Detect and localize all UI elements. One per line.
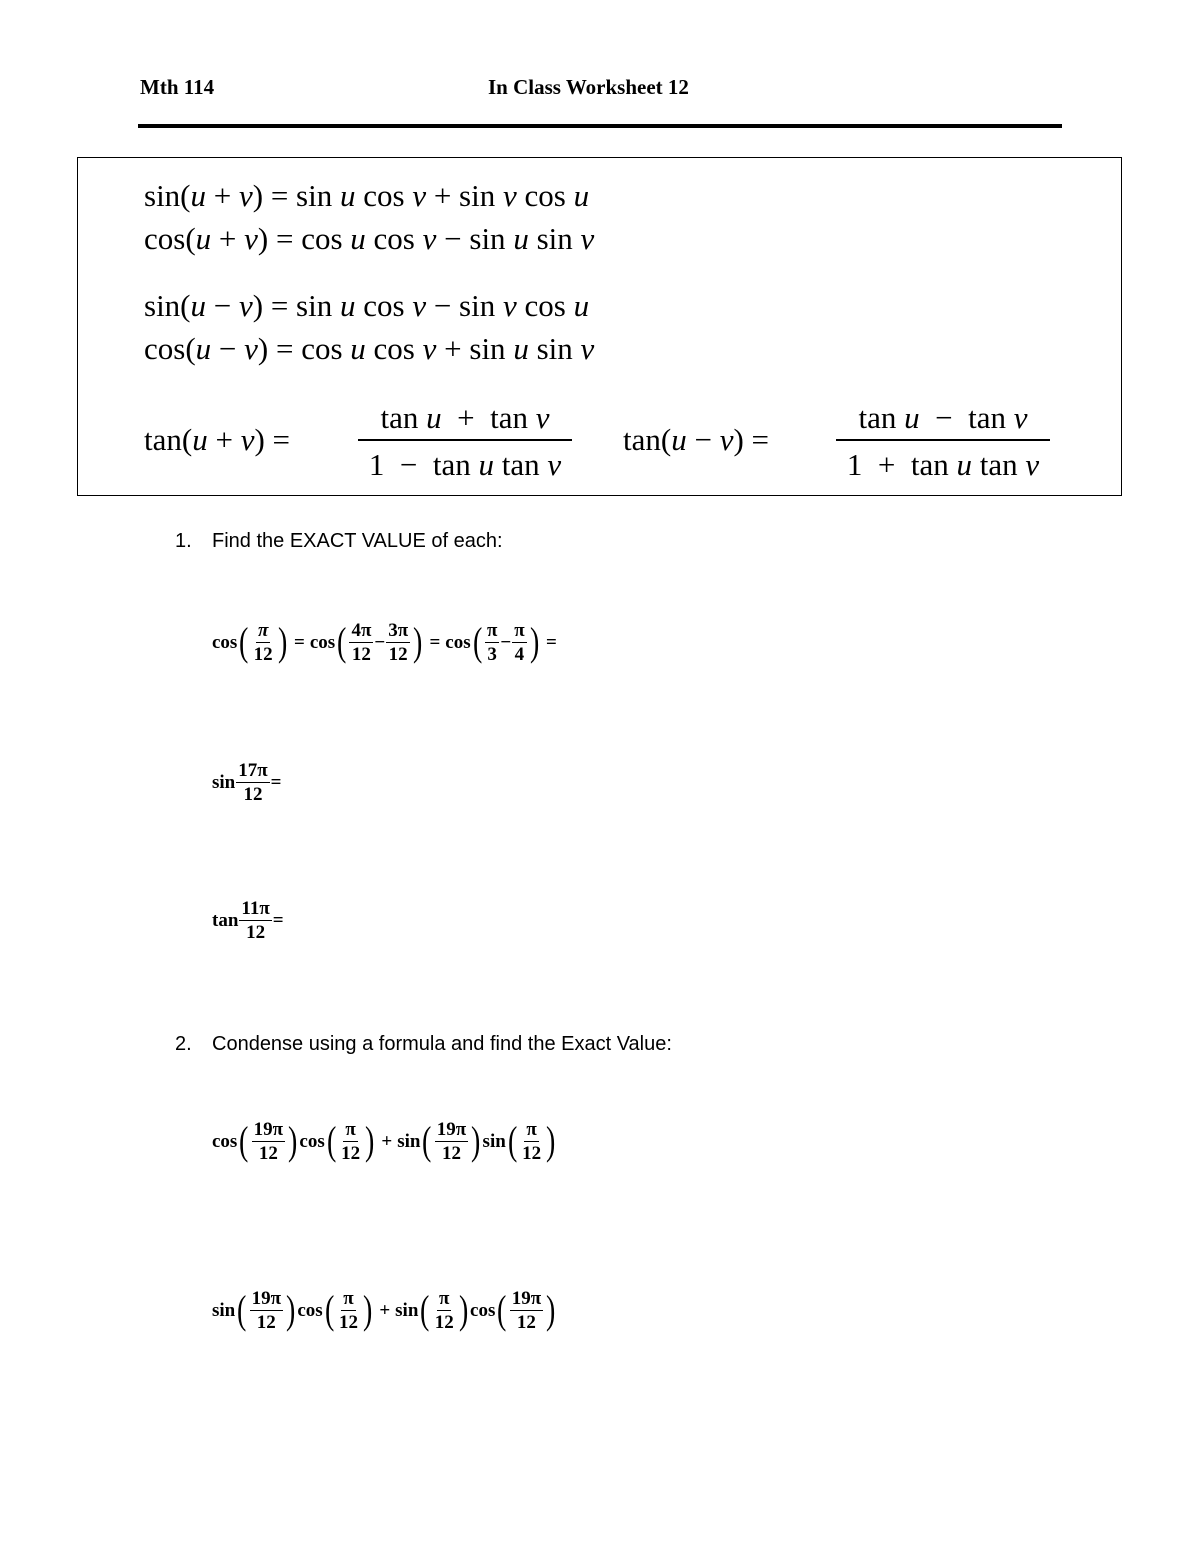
question-2-text: Condense using a formula and find the Exact Value: (212, 1033, 672, 1055)
tan-diff-denominator: 1 + tan u tan v (846, 447, 1040, 482)
paren-group: ( π 3 − $\frac{\pi}{4}$ ) (472, 619, 539, 665)
q2-expression-1: cos ( 19π 12 ) cos ( π 12 ) + sin ( 19π 12 ) sin ( π 12 ) (212, 1118, 556, 1164)
tan-sum-numerator: tan u + tan v (380, 400, 550, 435)
formula-sin-diff: sin(u − v) = sin u cos v − sin v cos u (144, 288, 590, 323)
paren-group: ( 4π 12 − $\frac{3\pi}{12}$ ) (337, 619, 423, 665)
q2-expression-2: sin ( 19π 12 ) cos ( π 12 ) + sin ( π 12 ) cos ( 19π 12 ) (212, 1287, 556, 1333)
question-2-number: 2. (175, 1033, 192, 1055)
q1-expression-3: tan $\frac{11\pi}{12}$ = (212, 897, 284, 943)
question-1-text: Find the EXACT VALUE of each: (212, 530, 503, 552)
formula-tan-sum-fraction (358, 402, 572, 480)
q1-expression-2: sin $\frac{17\pi}{12}$ = (212, 759, 282, 805)
tan-diff-numerator: tan u − tan v (858, 400, 1028, 435)
formula-cos-sum: cos(u + v) = cos u cos v − sin u sin v (144, 221, 595, 256)
fraction-bar (358, 439, 572, 441)
formula-tan-diff-fraction (836, 402, 1050, 480)
course-label: Mth 114 (140, 75, 215, 99)
formula-tan-diff-lhs: tan(u − v) = (623, 422, 770, 457)
formula-tan-sum-lhs: tan(u + v) = (144, 422, 291, 457)
q1-expression-1: cos ( π 12 ) = cos ( 4π 12 − $\frac{3\pi}{12}$ ) = cos ( π 3 − $\frac{\pi}{4}$ ) = (212, 619, 557, 665)
question-1-number: 1. (175, 530, 192, 552)
formula-sin-sum: sin(u + v) = sin u cos v + sin v cos u (144, 178, 590, 213)
tan-sum-denominator: 1 − tan u tan v (368, 447, 562, 482)
header-divider (138, 124, 1062, 128)
worksheet-title: In Class Worksheet 12 (488, 75, 689, 99)
fraction-bar (836, 439, 1050, 441)
paren-group: ( π 12 ) (239, 619, 287, 665)
formula-cos-diff: cos(u − v) = cos u cos v + sin u sin v (144, 331, 595, 366)
